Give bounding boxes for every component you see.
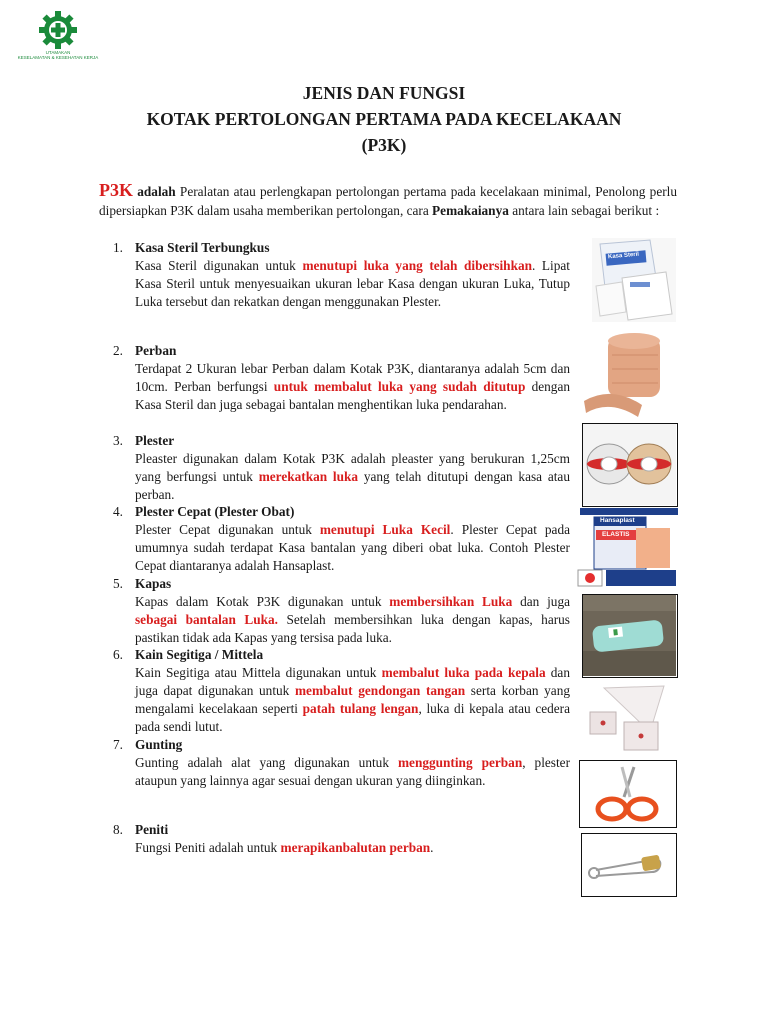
intro-keyword: P3K — [99, 180, 133, 200]
item-heading: Plester — [135, 433, 175, 448]
item-number: 1. — [113, 240, 123, 255]
kasa-steril-image — [592, 238, 676, 322]
item-text: , luka di kepala atau cedera pada sendi lutut. — [135, 701, 570, 734]
item-body — [135, 257, 570, 311]
list-item-kapas — [113, 575, 570, 647]
k3-gear-cross-icon — [38, 10, 78, 50]
list-item-plester-cepat — [113, 503, 570, 575]
k3-logo — [14, 10, 102, 68]
item-text: . — [430, 840, 434, 855]
item-body — [135, 754, 570, 790]
gunting-image — [579, 760, 677, 828]
item-text: . Lipat Kasa Steril untuk menyesuaikan ukuran lebar Kasa dengan ukuran Luka, Tutup Luka tersebut dan rekatkan dengan menggunakan Plester. — [135, 258, 570, 309]
item-number: 4. — [113, 504, 123, 519]
item-number: 7. — [113, 737, 123, 752]
item-number: 8. — [113, 822, 123, 837]
logo-line-1: UTAMAKAN — [45, 50, 71, 55]
perban-image — [582, 333, 676, 419]
item-number: 5. — [113, 576, 123, 591]
item-heading: Gunting — [135, 737, 183, 752]
item-highlight: membersihkan Luka — [389, 594, 513, 609]
item-text: Setelah membersihkan luka dengan kapas, harus pastikan tidak ada Kapas yang tersisa pada luka. — [135, 612, 570, 645]
kapas-image — [582, 594, 678, 678]
item-text: dan juga dapat digunakan untuk — [135, 665, 570, 698]
list-item-gunting — [113, 736, 570, 790]
item-highlight: menutupi Luka Kecil — [319, 522, 451, 537]
logo-line-2: KESELAMATAN & KESEHATAN KERJA — [17, 55, 99, 60]
intro-text-2: antara lain sebagai berikut : — [508, 203, 660, 218]
item-body — [135, 521, 570, 575]
hansaplast-image — [576, 508, 678, 592]
intro-paragraph — [99, 181, 677, 220]
list-item-peniti — [113, 821, 570, 857]
item-number: 2. — [113, 343, 123, 358]
list-item-plester — [113, 432, 570, 504]
item-text: dengan Kasa Steril dan juga sebagai bantalan menghentikan luka pendarahan. — [135, 379, 571, 412]
item-highlight: merekatkan luka — [258, 469, 359, 484]
item-highlight: patah tulang lengan — [302, 701, 419, 716]
item-highlight: menutupi luka yang telah dibersihkan — [302, 258, 533, 273]
intro-adalah: adalah — [137, 184, 176, 199]
item-heading: Plester Cepat (Plester Obat) — [135, 504, 295, 519]
item-number: 3. — [113, 433, 123, 448]
list-item-kasa — [113, 239, 570, 311]
title-line-1: JENIS DAN FUNGSI — [302, 83, 466, 103]
item-text: Fungsi Peniti adalah untuk — [135, 840, 281, 855]
kasa-brand-label: Kasa Steril — [607, 251, 640, 261]
title-line-2: KOTAK PERTOLONGAN PERTAMA PADA KECELAKAAN — [146, 109, 622, 129]
item-highlight: membalut gendongan tangan — [294, 683, 466, 698]
peniti-image — [581, 833, 677, 897]
kain-segitiga-image — [584, 682, 676, 766]
item-text: . Plester Cepat pada umumnya sudah terdapat Kasa bantalan yang diberi obat luka. Contoh Plester Cepat diantaranya adalah Hansaplast. — [135, 522, 570, 573]
title-line-3: (P3K) — [361, 135, 407, 155]
item-text: , plester ataupun yang lainnya agar sesuai dengan ukuran yang diinginkan. — [135, 755, 570, 788]
item-text: dan juga — [512, 594, 570, 609]
item-text: Terdapat 2 Ukuran lebar Perban dalam Kotak P3K, diantaranya adalah 5cm dan 10cm. Perban berfungsi — [135, 361, 570, 394]
list-item-kain-segitiga — [113, 646, 570, 736]
item-text: Kain Segitiga atau Mittela digunakan untuk — [135, 665, 382, 680]
item-text: Plester Cepat digunakan untuk — [135, 522, 320, 537]
item-body — [135, 450, 570, 504]
item-highlight: membalut luka pada kepala — [381, 665, 546, 680]
item-text: Pleaster digunakan dalam Kotak P3K adalah pleaster yang berukuran 1,25cm yang berfungsi untuk — [135, 451, 570, 484]
item-body — [135, 664, 570, 736]
item-text: Kapas dalam Kotak P3K digunakan untuk — [135, 594, 390, 609]
item-body — [135, 593, 570, 647]
item-highlight: sebagai bantalan Luka. — [135, 612, 278, 627]
hansaplast-sub-label: ELASTIS — [602, 531, 630, 538]
plester-image — [582, 423, 678, 507]
item-body — [135, 360, 570, 414]
intro-text-1: Peralatan atau perlengkapan pertolongan pertama pada kecelakaan minimal, Penolong perlu dipersiapkan P3K dalam usaha memberikan pertolongan, cara — [99, 184, 678, 218]
item-text: yang telah ditutupi dengan kasa atau perban. — [135, 469, 570, 502]
item-text: Kasa Steril digunakan untuk — [135, 258, 303, 273]
item-text: Gunting adalah alat yang digunakan untuk — [135, 755, 398, 770]
hansaplast-brand-label: Hansaplast — [600, 517, 635, 524]
item-number: 6. — [113, 647, 123, 662]
list-item-perban — [113, 342, 570, 414]
item-heading: Perban — [135, 343, 177, 358]
item-heading: Kasa Steril Terbungkus — [135, 240, 270, 255]
item-heading: Kain Segitiga / Mittela — [135, 647, 264, 662]
intro-bold: Pemakaianya — [432, 203, 509, 218]
item-heading: Peniti — [135, 822, 169, 837]
item-highlight: untuk membalut luka yang sudah ditutup — [273, 379, 526, 394]
item-highlight: menggunting perban — [397, 755, 523, 770]
page-title — [0, 80, 768, 158]
item-body — [135, 839, 570, 857]
item-highlight: merapikanbalutan perban — [280, 840, 431, 855]
item-heading: Kapas — [135, 576, 172, 591]
item-text: serta korban yang mengalami kecelakaan seperti — [135, 683, 570, 716]
